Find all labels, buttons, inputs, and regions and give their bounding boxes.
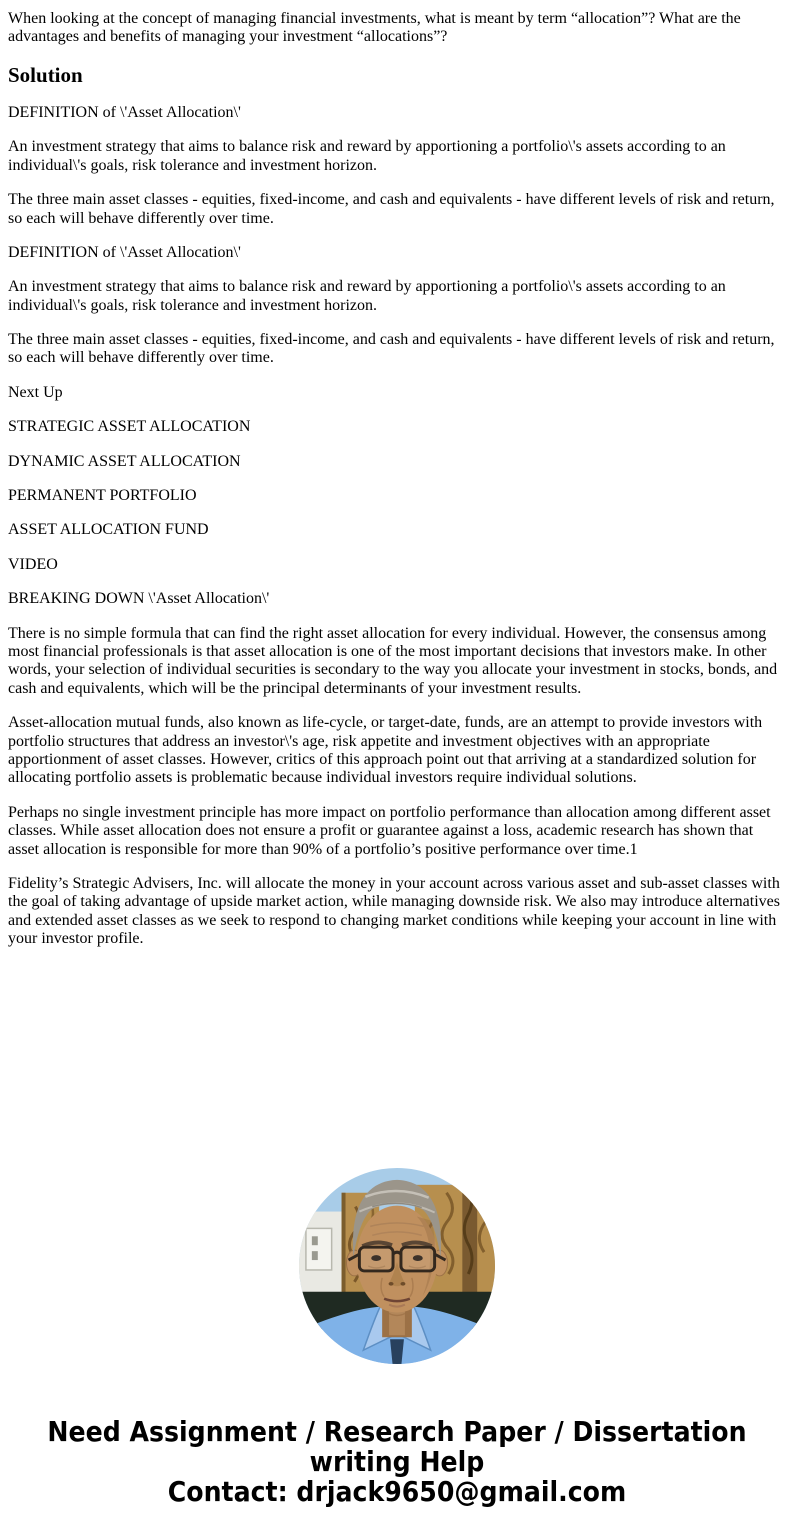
glasses-lens-right <box>401 1248 435 1272</box>
glasses-lens-left <box>359 1248 393 1272</box>
light-switch-plate <box>306 1229 332 1271</box>
breaking-down-para-3: Perhaps no single investment principle has more impact on portfolio performance than allocation among different asset classes. While asset allocation does not ensure a profit or guarantee against a loss, academic research has shown that asset allocation is responsible for more than 90% of a portfolio’s positive performance over time.1 <box>8 803 771 858</box>
definition-title: DEFINITION of \'Asset Allocation\' <box>8 103 241 121</box>
related-item-strategic: STRATEGIC ASSET ALLOCATION <box>8 418 251 436</box>
solution-heading: Solution <box>8 62 83 87</box>
related-item-video: VIDEO <box>8 555 58 573</box>
door-frame <box>462 1181 477 1300</box>
breaking-down-title: BREAKING DOWN \'Asset Allocation\' <box>8 590 270 608</box>
portrait-illustration <box>298 1167 496 1365</box>
definition-title-repeat: DEFINITION of \'Asset Allocation\' <box>8 243 241 261</box>
footer-line-2: writing Help <box>309 1445 485 1479</box>
footer-contact-email: Contact: drjack9650@gmail.com <box>167 1475 627 1509</box>
nostril <box>400 1283 405 1287</box>
breaking-down-para-2: Asset-allocation mutual funds, also known as life-cycle, or target-date, funds, are an attempt to provide investors with portfolio structures that address an investor\'s age, risk appetite and investment objectives with an appropriate apportionment of asset classes. However, critics of this approach point out that arriving at a standardized solution for allocating portfolio assets is problematic because individual investors require individual solutions. <box>8 714 763 787</box>
asset-classes-text-repeat: The three main asset classes - equities, fixed-income, and cash and equivalents - have different levels of risk and return, so each will behave differently over time. <box>8 331 775 367</box>
footer-line-1: Need Assignment / Research Paper / Dissertation <box>47 1415 747 1449</box>
blank-space <box>8 964 786 1167</box>
related-item-permanent: PERMANENT PORTFOLIO <box>8 487 197 505</box>
profile-photo <box>298 1167 496 1365</box>
next-up-label: Next Up <box>8 383 63 401</box>
footer-banner <box>47 1417 747 1507</box>
fidelity-para: Fidelity’s Strategic Advisers, Inc. will allocate the money in your account across various asset and sub-asset classes with the goal of taking advantage of upside market action, while managing downside risk. We also may introduce alternatives and extended asset classes as we seek to respond to changing market conditions while keeping your account in line with your investor profile. <box>8 874 780 948</box>
switch-button <box>312 1237 318 1246</box>
asset-classes-text: The three main asset classes - equities, fixed-income, and cash and equivalents - have different levels of risk and return, so each will behave differently over time. <box>8 191 775 227</box>
panel-edge <box>342 1193 346 1300</box>
switch-button <box>312 1252 318 1261</box>
definition-text-repeat: An investment strategy that aims to balance risk and reward by apportioning a portfolio\'s assets according to an individual\'s goals, risk tolerance and investment horizon. <box>8 278 726 314</box>
breaking-down-para-1: There is no simple formula that can find the right asset allocation for every individual. However, the consensus among most financial professionals is that asset allocation is one of the most important decisions that investors make. In other words, your selection of individual securities is secondary to the way you allocate your investment in stocks, bonds, and cash and equivalents, which will be the principal determinants of your investment results. <box>8 624 778 697</box>
related-item-fund: ASSET ALLOCATION FUND <box>8 521 209 539</box>
related-item-dynamic: DYNAMIC ASSET ALLOCATION <box>8 452 241 470</box>
definition-text: An investment strategy that aims to balance risk and reward by apportioning a portfolio\'s assets according to an individual\'s goals, risk tolerance and investment horizon. <box>8 138 726 174</box>
question-text: When looking at the concept of managing financial investments, what is meant by term “allocation”? What are the advantages and benefits of managing your investment “allocations”? <box>8 10 741 46</box>
nostril <box>389 1283 394 1287</box>
